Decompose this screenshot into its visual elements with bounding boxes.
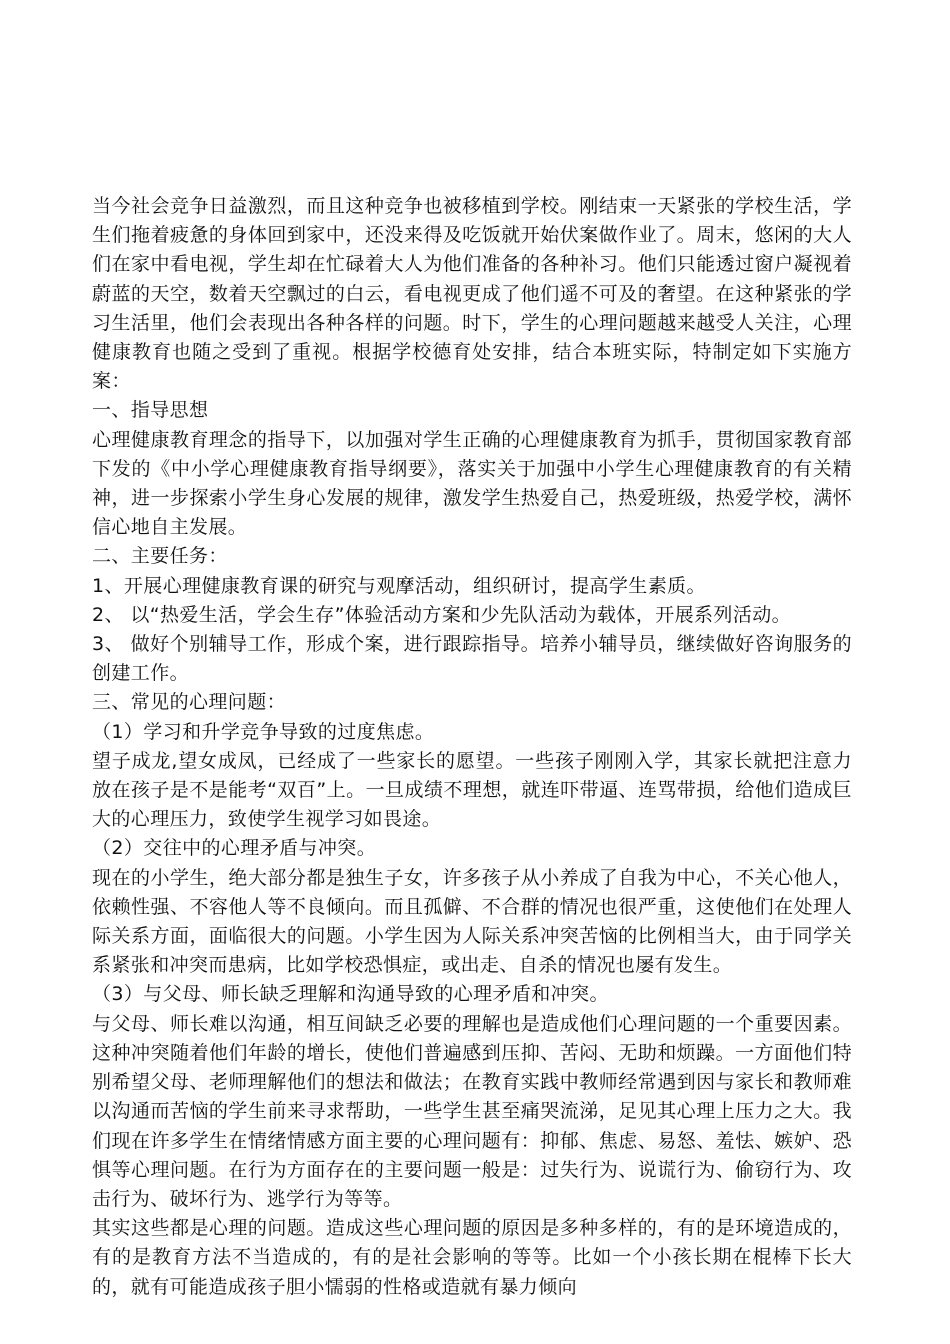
problem-heading-3: （3）与父母、师长缺乏理解和沟通导致的心理矛盾和冲突。 (92, 983, 609, 1006)
document-body (92, 192, 852, 1302)
task-item-3: 3、 做好个别辅导工作，形成个案，进行跟踪指导。培养小辅导员，继续做好咨询服务的创建工作。 (92, 633, 852, 685)
problem-heading-1: （1）学习和升学竞争导致的过度焦虑。 (92, 720, 435, 743)
section-heading-common-problems: 三、常见的心理问题： (92, 691, 287, 714)
problem-paragraph-3: 与父母、师长难以沟通，相互间缺乏必要的理解也是造成他们心理问题的一个重要因素。这种冲突随着他们年龄的增长，使他们普遍感到压抑、苦闷、无助和烦躁。一方面他们特别希望父母、老师理解他们的想法和做法；在教育实践中教师经常遇到因与家长和教师难以沟通而苦恼的学生前来寻求帮助，一些学生甚至痛哭流涕，足见其心理上压力之大。我们现在许多学生在情绪情感方面主要的心理问题有：抑郁、焦虑、易怒、羞怯、嫉妒、恐惧等心理问题。在行为方面存在的主要问题一般是：过失行为、说谎行为、偷窃行为、攻击行为、破坏行为、逃学行为等等。 (92, 1012, 852, 1210)
task-item-2: 2、 以“热爱生活，学会生存”体验活动方案和少先队活动为载体，开展系列活动。 (92, 603, 792, 626)
guiding-ideology-paragraph: 心理健康教育理念的指导下，以加强对学生正确的心理健康教育为抓手，贯彻国家教育部下发的《中小学心理健康教育指导纲要》，落实关于加强中小学生心理健康教育的有关精神，进一步探索小学生身心发展的规律，激发学生热爱自己，热爱班级，热爱学校，满怀信心地自主发展。 (92, 428, 852, 539)
problem-heading-2: （2）交往中的心理矛盾与冲突。 (92, 837, 377, 860)
problem-paragraph-2: 现在的小学生，绝大部分都是独生子女，许多孩子从小养成了自我为中心，不关心他人，依赖性强、不容他人等不良倾向。而且孤僻、不合群的情况也很严重，这使他们在处理人际关系方面，面临很大的问题。小学生因为人际关系冲突苦恼的比例相当大，由于同学关系紧张和冲突而患病，比如学校恐惧症，或出走、自杀的情况也屡有发生。 (92, 866, 852, 977)
task-item-1: 1、开展心理健康教育课的研究与观摩活动，组织研讨，提高学生素质。 (92, 574, 706, 597)
section-heading-guiding-ideology: 一、指导思想 (92, 399, 209, 422)
problem-paragraph-1: 望子成龙,望女成凤，已经成了一些家长的愿望。一些孩子刚刚入学，其家长就把注意力放在孩子是不是能考“双百”上。一旦成绩不理想，就连吓带逼、连骂带损，给他们造成巨大的心理压力，致使学生视学习如畏途。 (92, 749, 852, 831)
intro-paragraph: 当今社会竞争日益激烈，而且这种竞争也被移植到学校。刚结束一天紧张的学校生活，学生们拖着疲惫的身体回到家中，还没来得及吃饭就开始伏案做作业了。周末，悠闲的大人们在家中看电视，学生却在忙碌着大人为他们准备的各种补习。他们只能透过窗户凝视着蔚蓝的天空，数着天空飘过的白云，看电视更成了他们遥不可及的奢望。在这种紧张的学习生活里，他们会表现出各种各样的问题。时下，学生的心理问题越来越受人关注，心理健康教育也随之受到了重视。根据学校德育处安排，结合本班实际，特制定如下实施方案： (92, 195, 852, 393)
section-heading-main-tasks: 二、主要任务： (92, 545, 228, 568)
closing-paragraph: 其实这些都是心理的问题。造成这些心理问题的原因是多种多样的，有的是环境造成的，有的是教育方法不当造成的，有的是社会影响的等等。比如一个小孩长期在棍棒下长大的，就有可能造成孩子胆小懦弱的性格或造就有暴力倾向 (92, 1217, 852, 1298)
